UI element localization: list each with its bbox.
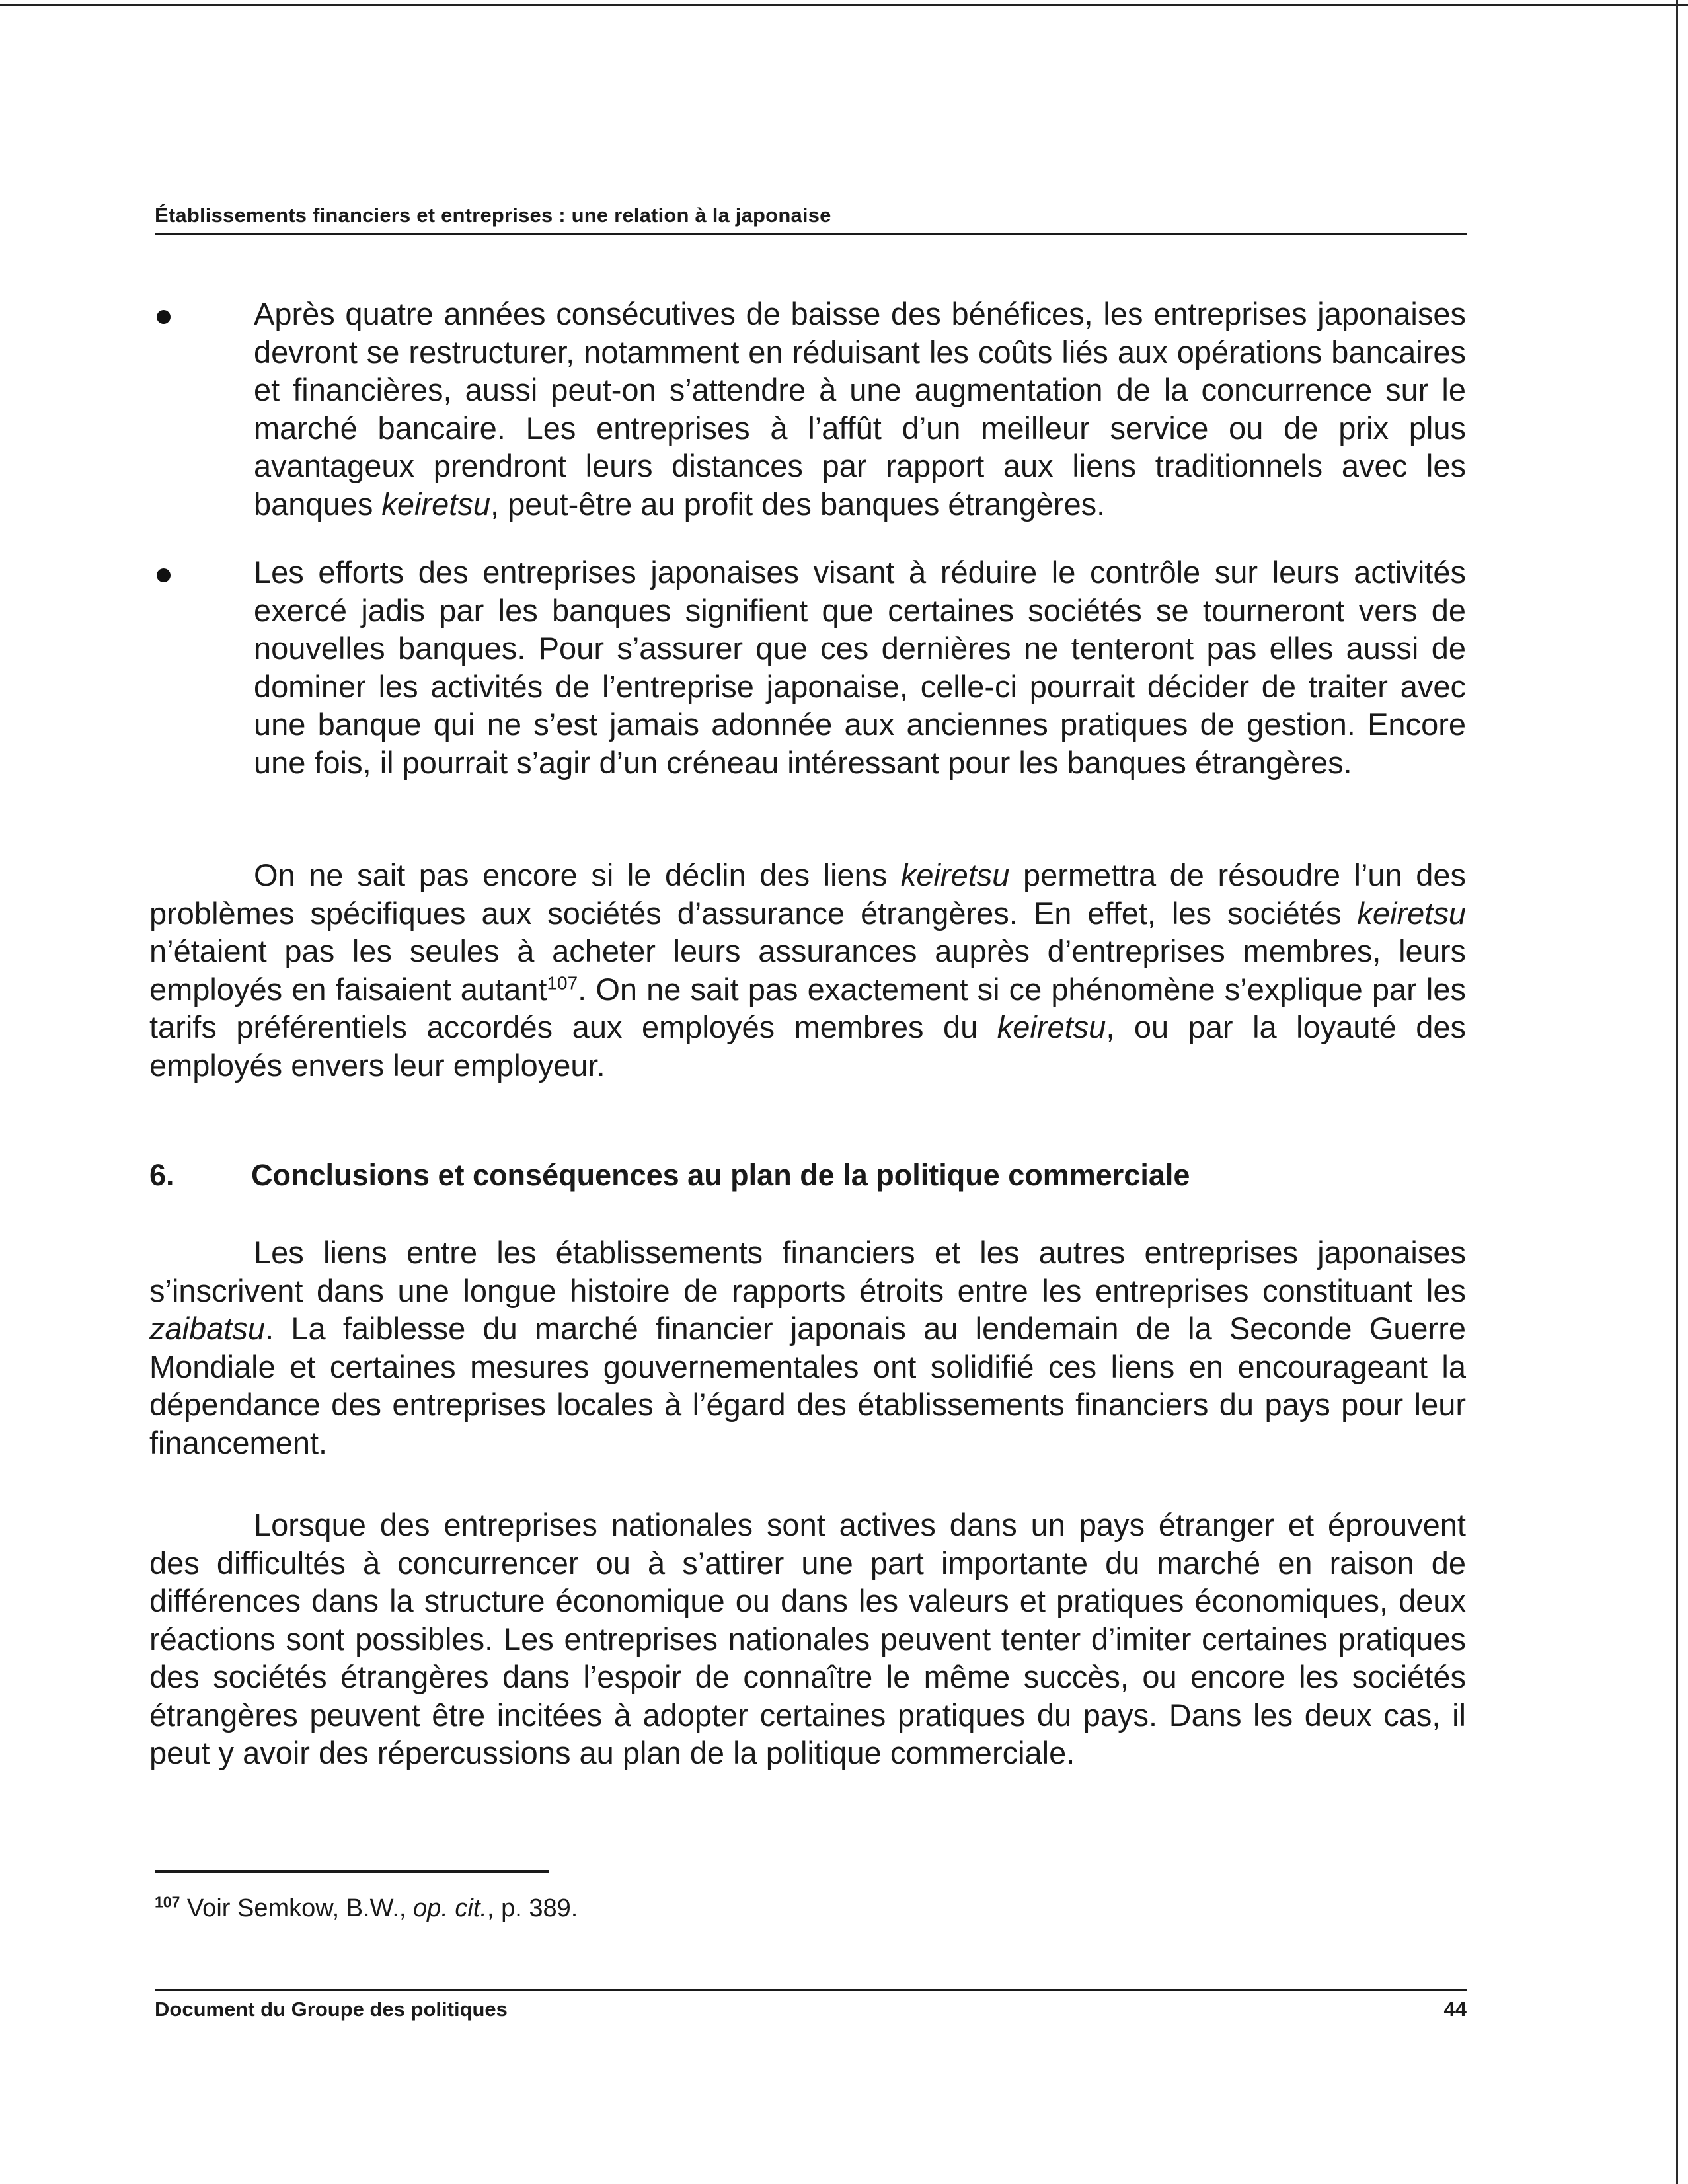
para-keiretsu-italic-3: keiretsu [997, 1009, 1106, 1044]
para-zaibatsu-italic: zaibatsu [149, 1311, 266, 1346]
bullet-text-1 [254, 295, 1466, 523]
footnote-text-1: Voir Semkow, B.W., [180, 1894, 414, 1922]
footnote-rule [155, 1870, 549, 1873]
para-zaibatsu-text-2: . La faiblesse du marché financier japonais au lendemain de la Seconde Guerre Mondiale et certaines mesures gouvernementales ont solidifié ces liens en encourageant la dépendance des entreprises locales à l’égard des établissements financiers du pays pour leur financement. [149, 1311, 1466, 1460]
bullet-text-2: Les efforts des entreprises japonaises visant à réduire le contrôle sur leurs activités exercé jadis par les banques signifient que certaines sociétés se tourneront vers de nouvelles banques. Pour s’assurer que ces dernières ne tenteront pas elles aussi de dominer les activités de l’entreprise japonaise, celle-ci pourrait décider de traiter avec une banque qui ne s’est jamais adonnée aux anciennes pratiques de gestion. Encore une fois, il pourrait s’agir d’un créneau intéressant pour les banques étrangères. [254, 555, 1466, 780]
bullet-1-italic-term: keiretsu [381, 486, 490, 522]
footnote-text-2: , p. 389. [487, 1894, 578, 1922]
bullet-1-text-a: Après quatre années consécutives de baisse des bénéfices, les entreprises japonaises devront se restructurer, notamment en réduisant les coûts liés aux opérations bancaires et financières, aussi peut-on s’attendre à une augmentation de la concurrence sur le marché bancaire. Les entreprises à l’affût d’un meilleur service ou de prix plus avantageux prendront leurs distances par rapport aux liens traditionnels avec les banques [254, 296, 1466, 522]
para-keiretsu-italic-2: keiretsu [1357, 895, 1466, 931]
para-keiretsu-text-4: . On ne sait pas exactement si ce phénomène s’explique par les tarifs préférentiels accordés aux employés membres du [149, 971, 1466, 1044]
para-keiretsu-text-2: permettra de résoudre l’un des problèmes spécifiques aux sociétés d’assurance étrangères. En effet, les sociétés [149, 857, 1466, 931]
header-rule [155, 233, 1467, 235]
section-title: Conclusions et conséquences au plan de la politique commerciale [251, 1158, 1190, 1192]
footnote-reference: 107 [547, 972, 578, 993]
footnote-number: 107 [155, 1893, 180, 1911]
page-top-edge [0, 4, 1688, 6]
para-keiretsu-italic-1: keiretsu [900, 857, 1010, 892]
running-header: Établissements financiers et entreprises : une relation à la japonaise [155, 204, 831, 227]
footnote [155, 1894, 578, 1923]
paragraph-reactions: Lorsque des entreprises nationales sont actives dans un pays étranger et éprouvent des difficultés à concurrencer ou à s’attirer une part importante du marché en raison de différences dans la structure économique ou dans les valeurs et pratiques économiques, deux réactions sont possibles. Les entreprises nationales peuvent tenter d’imiter certaines pratiques des sociétés étrangères dans l’espoir de connaître le même succès, ou encore les sociétés étrangères peuvent être incitées à adopter certaines pratiques du pays. Dans les deux cas, il peut y avoir des répercussions au plan de la politique commerciale. [149, 1507, 1466, 1770]
bullet-point-1 [157, 310, 171, 324]
para-keiretsu-text-1: On ne sait pas encore si le déclin des liens [254, 857, 901, 892]
paragraph-keiretsu [149, 856, 1466, 1084]
bullet-point-2 [157, 568, 171, 582]
para-keiretsu-text-3: n’étaient pas les seules à acheter leurs assurances auprès d’entreprises membres, leurs employés en faisaient autant [149, 933, 1466, 1007]
footer-publication: Document du Groupe des politiques [155, 1998, 508, 2021]
paragraph-zaibatsu [149, 1233, 1466, 1462]
para-keiretsu-text-5: , ou par la loyauté des employés envers leur employeur. [149, 1009, 1466, 1083]
page-number: 44 [1443, 1998, 1467, 2021]
footnote-italic: op. cit. [413, 1894, 487, 1922]
footer-rule [155, 1989, 1467, 1991]
bullet-1-text-b: , peut-être au profit des banques étrangères. [490, 486, 1106, 522]
section-number: 6. [149, 1158, 174, 1192]
page-right-edge [1676, 0, 1678, 2184]
para-zaibatsu-text-1: Les liens entre les établissements financiers et les autres entreprises japonaises s’inscrivent dans une longue histoire de rapports étroits entre les entreprises constituant les [149, 1235, 1466, 1308]
